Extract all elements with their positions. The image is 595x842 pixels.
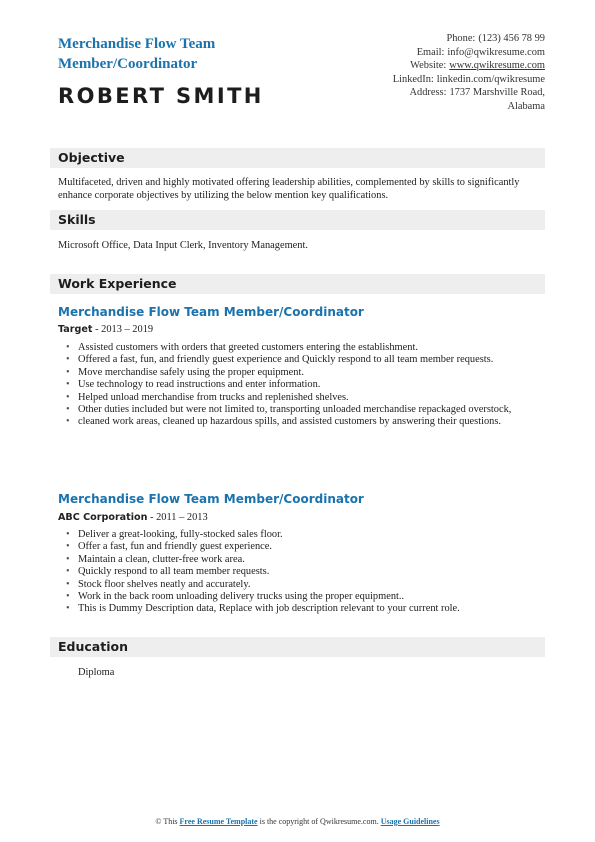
education-degree: Diploma (78, 667, 115, 678)
company-name: Target (58, 324, 93, 335)
contact-address-line2: Alabama (507, 100, 545, 112)
objective-text: Multifaceted, driven and highly motivated offering leadership abilities, complemented by skills to significantly enhance corporate objectives by utilizing the below mention key qualifications. (58, 177, 520, 201)
linkedin-label: LinkedIn: (392, 73, 434, 85)
usage-guidelines-link[interactable]: Usage Guidelines (380, 817, 440, 826)
education-heading: Education (58, 639, 128, 654)
list-item: • This is Dummy Description data, Replace with job description relevant to your current role. (78, 603, 556, 615)
list-item: • Assisted customers with orders that greeted customers entering the establishment. (78, 342, 556, 354)
objective-heading: Objective (58, 150, 125, 165)
email-label: Email: (416, 46, 445, 58)
job-dates: - 2013 – 2019 (92, 324, 154, 335)
website-label: Website: (410, 60, 447, 71)
job-company-dates (58, 512, 208, 523)
list-item: • Move merchandise safely using the proper equipment. (78, 367, 556, 379)
phone-label: Phone: (446, 33, 476, 44)
objective-section-header (50, 148, 545, 168)
contact-phone (315, 32, 545, 46)
work-experience-section-header (50, 274, 545, 294)
list-item: • Offer a fast, fun and friendly guest experience. (78, 541, 556, 553)
education-section-header (50, 637, 545, 657)
job-dates: - 2011 – 2013 (147, 512, 208, 523)
linkedin-value[interactable]: linkedin.com/qwikresume (436, 73, 545, 85)
free-resume-template-link[interactable]: Free Resume Template (179, 817, 258, 826)
skills-heading: Skills (58, 212, 96, 227)
contact-email (315, 46, 545, 60)
list-item: • Stock floor shelves neatly and accurately. (78, 579, 556, 591)
job-company-dates (58, 324, 153, 335)
candidate-name: ROBERT SMITH (58, 84, 264, 108)
job-bullets (66, 529, 556, 616)
job-title: Merchandise Flow Team Member/Coordinator (58, 305, 364, 319)
list-item: • Deliver a great-looking, fully-stocked sales floor. (78, 529, 556, 541)
website-link[interactable]: www.qwikresume.com (449, 60, 545, 71)
list-item: • Quickly respond to all team member requests. (78, 566, 556, 578)
footer-middle: is the copyright of Qwikresume.com. (257, 817, 381, 826)
job-bullets (66, 342, 556, 429)
job-title: Merchandise Flow Team Member/Coordinator (58, 492, 364, 506)
list-item: • Helped unload merchandise from trucks and replenished shelves. (78, 392, 556, 404)
skills-section-header (50, 210, 545, 230)
list-item: • Other duties included but were not limited to, transporting unloaded merchandise repackaged overstock, (78, 404, 556, 416)
list-item: • Offered a fast, fun, and friendly guest experience and Quickly respond to all team member requests. (78, 354, 556, 366)
list-item: • Use technology to read instructions and enter information. (78, 379, 556, 391)
email-value[interactable]: info@qwikresume.com (447, 46, 545, 58)
list-item: • cleaned work areas, cleaned up hazardous spills, and assisted customers by answering their questions. (78, 416, 556, 428)
role-title: Merchandise Flow Team Member/Coordinator (58, 36, 216, 72)
skills-text: Microsoft Office, Data Input Clerk, Inventory Management. (58, 240, 308, 251)
list-item: • Maintain a clean, clutter-free work area. (78, 554, 556, 566)
contact-block (315, 32, 545, 113)
address-line1: 1737 Marshville Road, (449, 87, 545, 98)
phone-value: (123) 456 78 99 (478, 33, 545, 44)
footer (0, 817, 595, 826)
contact-website (315, 59, 545, 73)
list-item: • Work in the back room unloading delivery trucks using the proper equipment.. (78, 591, 556, 603)
contact-address (315, 86, 545, 100)
work-experience-heading: Work Experience (58, 276, 177, 291)
address-label: Address: (409, 87, 447, 98)
footer-prefix: © This (155, 817, 180, 826)
contact-linkedin (315, 73, 545, 87)
company-name: ABC Corporation (58, 512, 148, 523)
